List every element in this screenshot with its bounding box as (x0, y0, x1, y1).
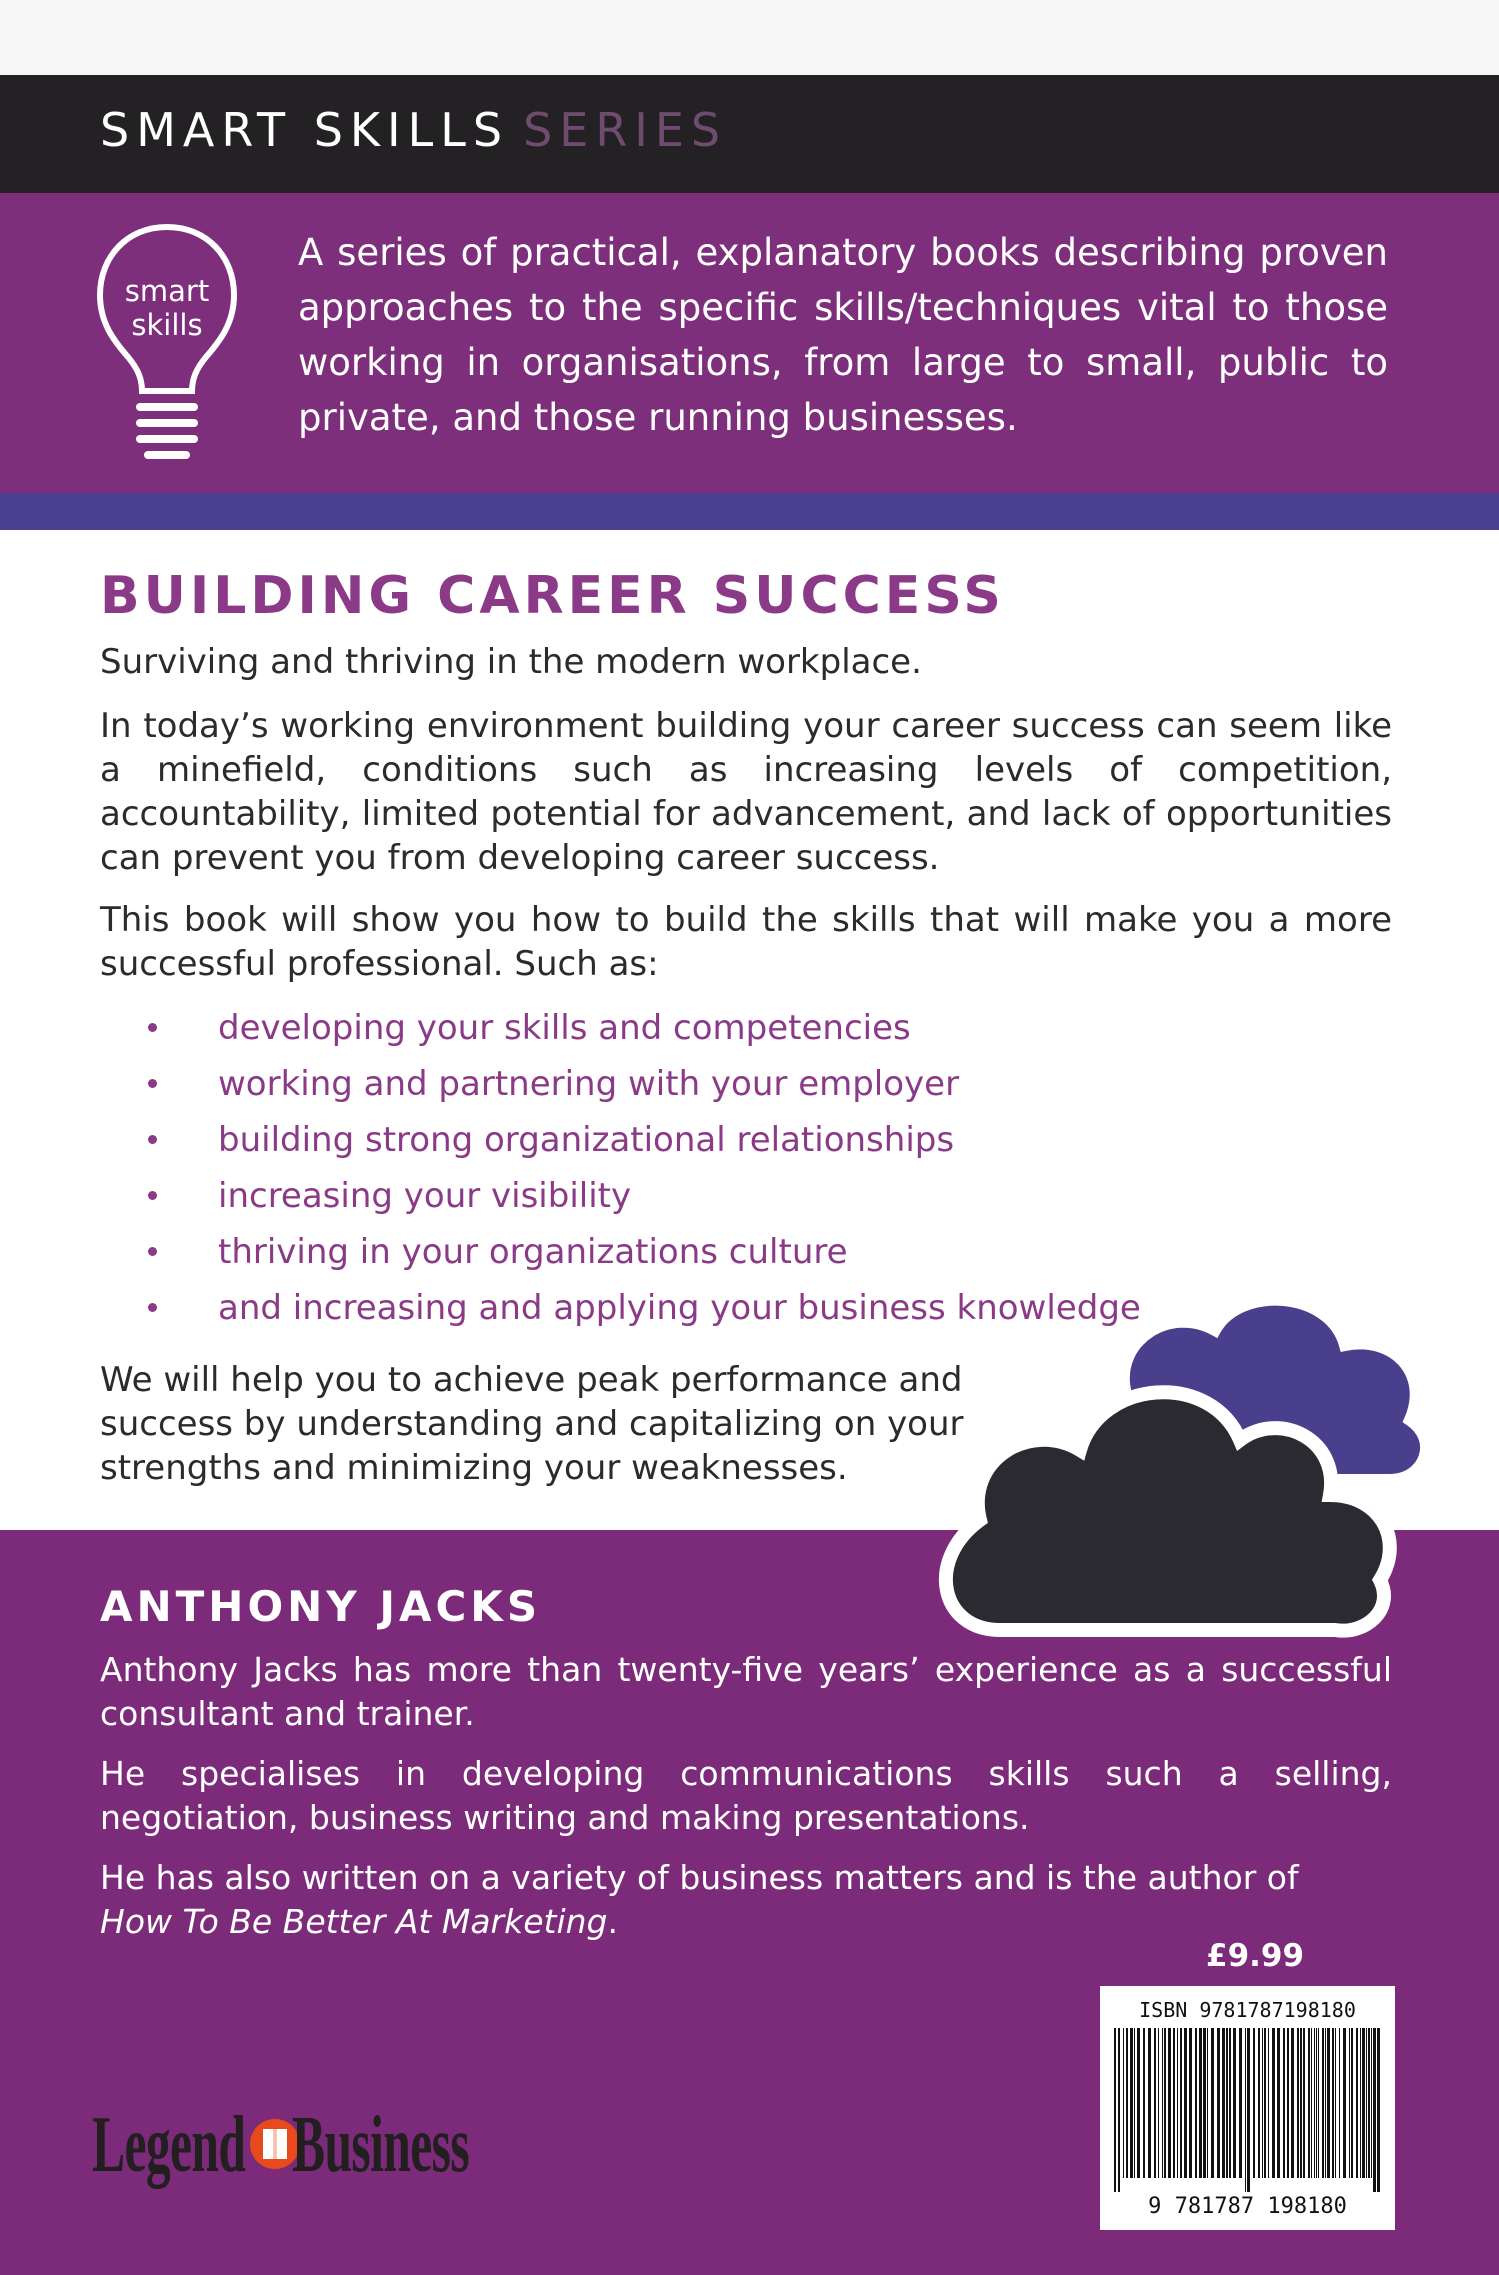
blurb-closing: We will help you to achieve peak performance and success by understanding and capitalizing on your strengths and minimizing your weaknesses. (100, 1360, 964, 1488)
barcode-number: 9 781787 198180 (1148, 2194, 1347, 2219)
series-header-bar (0, 75, 1499, 193)
list-item (100, 1224, 1392, 1280)
isbn-label: ISBN 9781787198180 (1139, 1998, 1356, 2022)
clouds-illustration (910, 1280, 1450, 1650)
list-item-text: working and partnering with your employer (218, 1064, 960, 1104)
bullet-icon (148, 1135, 157, 1144)
series-intro-band (0, 193, 1499, 493)
author-name: ANTHONY JACKS (100, 1582, 542, 1631)
author-bio-3-text: He has also written on a variety of business matters and is the author of (100, 1858, 1299, 1897)
series-description: A series of practical, explanatory books describing proven approaches to the specific skills/techniques vital to those working in organisations, from large to small, public to private, and those running businesses. (298, 231, 1388, 439)
list-item (100, 1056, 1392, 1112)
lightbulb-icon (92, 215, 242, 465)
blurb-paragraph-2: This book will show you how to build the skills that will make you a more successful professional. Such as: (100, 900, 1392, 984)
bullet-icon (148, 1079, 157, 1088)
bullet-icon (148, 1303, 157, 1312)
bullet-icon (148, 1191, 157, 1200)
list-item-text: developing your skills and competencies (218, 1008, 911, 1048)
author-bio-paragraph-3 (100, 1856, 1392, 1944)
book-subtitle: Surviving and thriving in the modern workplace. (100, 642, 922, 682)
bullet-icon (148, 1247, 157, 1256)
list-item (100, 1112, 1392, 1168)
series-title-main: SMART SKILLS (100, 103, 510, 157)
author-bio-3-suffix: . (607, 1902, 619, 1941)
list-item (100, 1000, 1392, 1056)
list-item-text: thriving in your organizations culture (218, 1232, 848, 1272)
list-item-text: and increasing and applying your business knowledge (218, 1288, 1141, 1328)
series-title-muted: SERIES (523, 103, 728, 157)
publisher-logo (92, 2090, 512, 2220)
blurb-paragraph-1: In today’s working environment building your career success can seem like a minefield, conditions such as increasing levels of competition, accountability, limited potential for advancement, and lack of opportunities can prevent you from developing career success. (100, 706, 1392, 878)
list-item (100, 1168, 1392, 1224)
top-margin (0, 0, 1499, 75)
barcode-box (1100, 1986, 1395, 2230)
list-item-text: increasing your visibility (218, 1176, 632, 1216)
publisher-name-left: Legend (92, 2101, 246, 2189)
series-title (100, 103, 727, 157)
price: £9.99 (1206, 1938, 1305, 1974)
divider-strip (0, 493, 1499, 530)
publisher-name-right: Business (292, 2101, 470, 2189)
bullet-icon (148, 1023, 157, 1032)
bulb-text-smart: smart (124, 274, 210, 308)
author-bio (100, 1648, 1392, 1960)
author-bio-paragraph-1: Anthony Jacks has more than twenty-five years’ experience as a successful consultant and trainer. (100, 1650, 1392, 1733)
author-bio-paragraph-2: He specialises in developing communications skills such a selling, negotiation, business writing and making presentations. (100, 1754, 1392, 1837)
list-item-text: building strong organizational relationships (218, 1120, 955, 1160)
author-book-title: How To Be Better At Marketing (100, 1902, 608, 1941)
book-title: BUILDING CAREER SUCCESS (100, 566, 1005, 626)
barcode-icon (1112, 2028, 1383, 2192)
bulb-text-skills: skills (131, 308, 203, 342)
